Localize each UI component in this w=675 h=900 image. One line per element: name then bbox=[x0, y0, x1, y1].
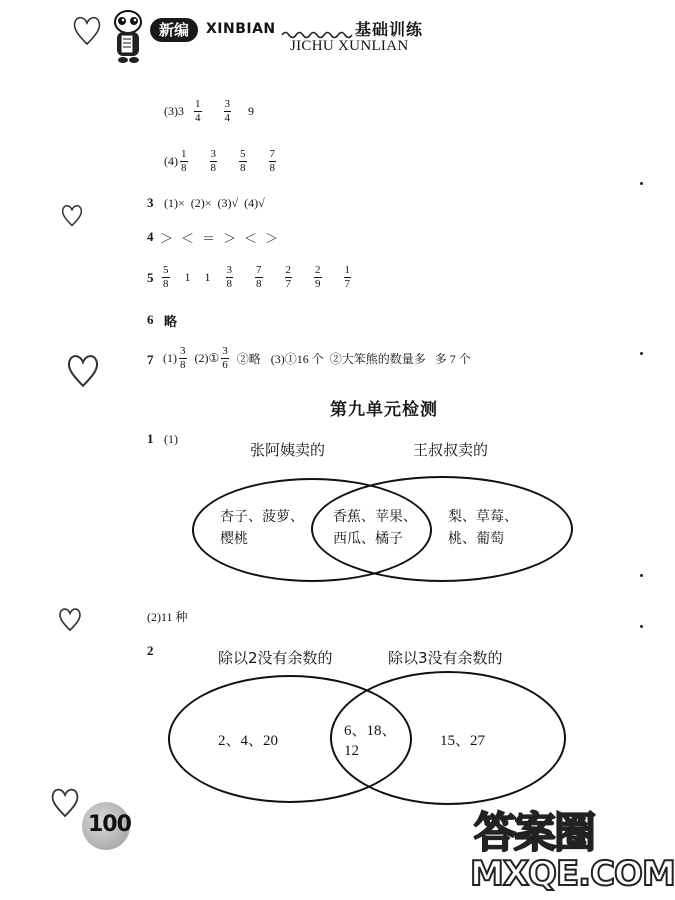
s1-sub2: (2)11 种 bbox=[147, 610, 188, 624]
q5-answers: $\frac{5}{8}$ 1 1 $\frac{3}{8}$ $\frac{7}{8}$ $\frac{2}{7}$ $\frac{2}{9}$ $\frac{1}{7}$ bbox=[163, 264, 350, 290]
brand-cn: 新编 bbox=[158, 21, 189, 39]
q3-answers: (1)× (2)× (3)√ (4)√ bbox=[164, 196, 265, 210]
fraction: $\frac{7}{8}$ bbox=[256, 264, 262, 290]
fraction: $\frac{2}{9}$ bbox=[315, 264, 321, 290]
heart-icon bbox=[60, 203, 84, 227]
fraction: $\frac{5}{8}$ bbox=[163, 264, 169, 290]
q3-number: 3 bbox=[147, 195, 154, 210]
fraction: $\frac{5}{8}$ bbox=[240, 148, 246, 174]
fraction: $\frac{3}{8}$ bbox=[226, 264, 232, 290]
fraction: $\frac{2}{7}$ bbox=[285, 264, 291, 290]
title-en: JICHU XUNLIAN bbox=[290, 38, 409, 54]
venn2-left-only: 2、4、20 bbox=[218, 733, 279, 749]
q2-item3: (3) 3 $\frac{1}{4}$ $\frac{3}{4}$ 9 bbox=[164, 98, 254, 124]
venn1-left-only: 杏子、菠萝、 樱桃 bbox=[220, 509, 304, 547]
fraction: $\frac{1}{4}$ bbox=[195, 98, 201, 124]
title-cn: 基础训练 bbox=[355, 20, 424, 39]
heart-icon bbox=[58, 606, 82, 632]
q4-answers: ＞ ＜ ＝ ＞ ＜ ＞ bbox=[160, 232, 279, 247]
margin-dot bbox=[640, 574, 643, 577]
margin-dot bbox=[640, 182, 643, 185]
fraction: $\frac{1}{8}$ bbox=[181, 148, 187, 174]
q4-number: 4 bbox=[147, 229, 154, 244]
watermark-top: 答案圈 bbox=[474, 808, 595, 857]
s2-number: 2 bbox=[147, 643, 154, 658]
q6-number: 6 bbox=[147, 312, 154, 327]
margin-dot bbox=[640, 352, 643, 355]
fraction: $\frac{3}{4}$ bbox=[224, 98, 230, 124]
venn2-intersection: 6、18、 12 bbox=[344, 723, 397, 759]
q7-answers: (1) $\frac{3}{8}$ (2)① $\frac{3}{6}$ ②略 (3)①16 个 ②大笨熊的数量多 多 7 个 bbox=[163, 345, 471, 371]
venn1-right-only: 梨、草莓、 桃、葡萄 bbox=[448, 509, 518, 547]
watermark-bottom: MXQE.COM bbox=[470, 854, 675, 894]
page-number: 100 bbox=[88, 812, 131, 837]
fraction: $\frac{3}{8}$ bbox=[180, 345, 186, 371]
q2-item4: (4) $\frac{1}{8}$ $\frac{3}{8}$ $\frac{5}{8}$ $\frac{7}{8}$ bbox=[164, 148, 275, 174]
fraction: $\frac{1}{7}$ bbox=[344, 264, 350, 290]
watermark bbox=[470, 800, 675, 898]
q6-answer: 略 bbox=[164, 315, 178, 330]
header bbox=[0, 0, 650, 70]
s1-number: 1 bbox=[147, 431, 154, 446]
fraction: $\frac{3}{6}$ bbox=[222, 345, 228, 371]
mascot-icon bbox=[108, 8, 148, 70]
s1-sub1: (1) bbox=[164, 432, 178, 446]
fraction: $\frac{3}{8}$ bbox=[210, 148, 216, 174]
venn2-right-title: 除以3没有余数的 bbox=[388, 649, 503, 667]
brand-en: XINBIAN bbox=[206, 21, 276, 37]
brand-badge bbox=[150, 18, 198, 42]
venn2-right-only: 15、27 bbox=[440, 733, 486, 749]
q7-number: 7 bbox=[147, 352, 154, 367]
venn2-left-title: 除以2没有余数的 bbox=[218, 649, 333, 667]
fraction: $\frac{7}{8}$ bbox=[269, 148, 275, 174]
heart-icon bbox=[50, 786, 80, 818]
q5-number: 5 bbox=[147, 270, 154, 285]
margin-dot bbox=[640, 625, 643, 628]
section-title: 第九单元检测 bbox=[330, 400, 438, 420]
heart-icon bbox=[72, 14, 102, 46]
venn1-left-title: 张阿姨卖的 bbox=[250, 441, 326, 459]
venn1-intersection: 香蕉、苹果、 西瓜、橘子 bbox=[333, 509, 417, 547]
venn1-right-title: 王叔叔卖的 bbox=[413, 441, 489, 459]
heart-icon bbox=[66, 352, 100, 388]
